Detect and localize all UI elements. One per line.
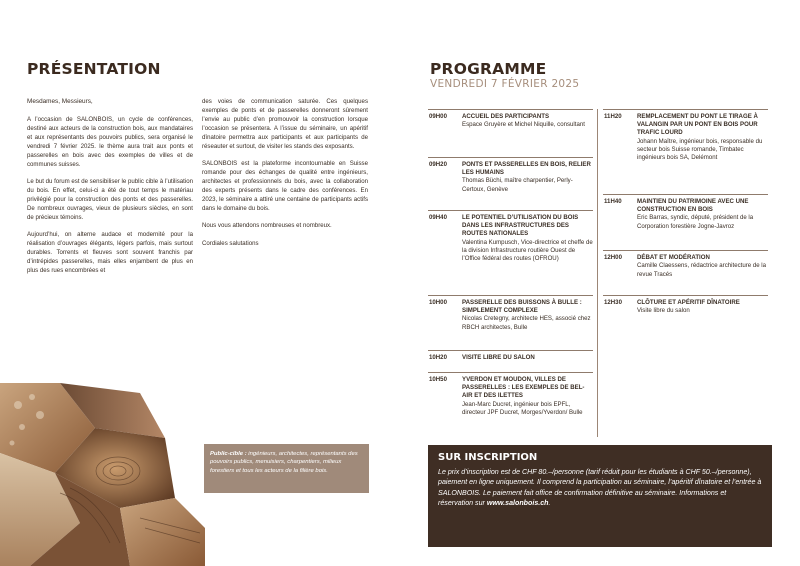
presentation-column-2 <box>202 98 368 257</box>
column-divider <box>597 109 598 437</box>
programme-item <box>603 250 768 295</box>
item-speaker: Eric Barras, syndic, député, président de la Corporation forestière Jogne-Javroz <box>637 214 754 230</box>
paragraph: Cordiales salutations <box>202 239 259 247</box>
item-time: 12H30 <box>604 299 622 306</box>
item-speaker: Espace Gruyère et Michel Niquille, consultant <box>462 121 585 129</box>
item-title: PONTS ET PASSERELLES EN BOIS, RELIER LES HUMAINS <box>462 161 591 177</box>
wood-photo-collage <box>0 383 205 566</box>
item-title: PASSERELLE DES BUISSONS À BULLE : SIMPLEMENT COMPLEXE <box>462 299 582 315</box>
programme-item <box>428 109 593 157</box>
item-speaker: Thomas Büchi, maître charpentier, Perly-Certoux, Genève <box>462 177 573 193</box>
item-speaker: Johann Maître, ingénieur bois, responsable du secteur bois Suisse romande, Timbatec ingénieurs bois SA, Delémont <box>637 137 763 162</box>
paragraph: A l’occasion de SALONBOIS, un cycle de conférences, destiné aux acteurs de la construction bois, aux mandataires et aux représentants des pouvoirs publics, sera organisé le vendredi 7 février 2025. le thème aura trait aux ponts et passerelles en bois avec des exemples de villes et de communes suisses. <box>27 116 193 168</box>
programme-item <box>603 295 768 323</box>
item-speaker: Visite libre du salon <box>637 307 690 315</box>
item-title: CLÔTURE ET APÉRITIF DÎNATOIRE <box>637 299 740 306</box>
programme-item <box>428 157 593 210</box>
item-title: DÉBAT ET MODÉRATION <box>637 254 710 261</box>
item-time: 10H20 <box>429 354 447 361</box>
item-title: REMPLACEMENT DU PONT LE TIRAGE À VALANGIN PAR UN PONT EN BOIS POUR TRAFIC LOURD <box>637 113 758 137</box>
programme-date: VENDREDI 7 FÉVRIER 2025 <box>430 78 580 90</box>
item-speaker: Camille Claessens, rédactrice architecture de la revue Tracés <box>637 262 767 278</box>
paragraph: Nous vous attendons nombreuses et nombreux. <box>202 222 332 230</box>
item-speaker: Valentina Kumpusch, Vice-directrice et cheffe de la division Infrastructure routière Ouest de l’Office fédéral des routes (OFROU) <box>462 238 593 263</box>
item-time: 10H00 <box>429 299 447 306</box>
item-time: 12H00 <box>604 254 622 261</box>
item-title: LE POTENTIEL D’UTILISATION DU BOIS DANS LES INFRASTRUCTURES DES ROUTES NATIONALES <box>462 214 579 238</box>
target-audience-box <box>204 444 369 493</box>
presentation-column-1 <box>27 116 193 284</box>
inscription-link-suffix: . <box>548 498 551 507</box>
programme-item <box>428 210 593 295</box>
programme-column-2 <box>603 109 768 323</box>
programme-item <box>428 372 593 436</box>
paragraph: Le but du forum est de sensibiliser le public cible à l’utilisation du bois. En effet, celui-ci a été de tout temps le matériau privilégié pour la construction des ponts et des passerelles. De nombreux ouvrages, vieux de plusieurs siècles, en sont de précieux témoins. <box>27 178 193 221</box>
item-speaker: Nicolas Cretegny, architecte HES, associé chez RBCH architectes, Bulle <box>462 315 591 331</box>
programme-column-1 <box>428 109 593 436</box>
programme-item <box>603 109 768 194</box>
item-title: ACCUEIL DES PARTICIPANTS <box>462 113 550 120</box>
inscription-body: Le prix d’inscription est de CHF 80.–/personne (tarif réduit pour les étudiants à CHF 50.–/personne), paiement en ligne uniquement. Il comprend la participation au séminaire, l’apéritif dînatoire et l’entrée à SALONBOIS. Le paiement fait office de confirmation définitive au séminaire. Informations et réservation sur <box>438 468 762 507</box>
paragraph: SALONBOIS est la plateforme incontournable en Suisse romande pour des échanges de qualité entre ingénieurs, architectes et professionnels du bois, avec la collaboration des experts présents dans le cadre des conférences. En 2023, le séminaire a attiré une centaine de participants actifs dans le domaine du bois. <box>202 160 368 212</box>
item-title: YVERDON ET MOUDON, VILLES DE PASSERELLES : LES EXEMPLES DE BEL-AIR ET DES ILETTES <box>462 376 585 400</box>
inscription-box <box>428 445 772 547</box>
item-time: 09H40 <box>429 214 447 221</box>
item-title: MAINTIEN DU PATRIMOINE AVEC UNE CONSTRUCTION EN BOIS <box>637 198 749 214</box>
greeting: Mesdames, Messieurs, <box>27 98 93 105</box>
inscription-text <box>438 467 762 508</box>
target-label: Public-cible : <box>210 451 247 457</box>
item-speaker: Jean-Marc Ducret, ingénieur bois EPFL, directeur JPF Ducret, Morges/Yverdon/ Bulle <box>462 400 583 417</box>
programme-item <box>428 350 593 372</box>
item-title: VISITE LIBRE DU SALON <box>462 354 535 361</box>
programme-title: PROGRAMME <box>430 60 547 78</box>
target-text: ingénieurs, architectes, représentants des pouvoirs publics, menuisiers, charpentiers, milieux forestiers et tous les acteurs de la filière bois. <box>210 451 358 474</box>
item-time: 09H00 <box>429 113 447 120</box>
item-time: 11H20 <box>604 113 622 120</box>
paragraph: des voies de communication saturée. Ces quelques exemples de ponts et de passerelles donneront sûrement l’envie au public d’en promouvoir la construction lorsque l’occasion se présentera. A l’issue du séminaire, un apéritif dînatoire permettra aux participants et aux participants de réseauter et surtout, de visiter les stands des exposants. <box>202 98 368 150</box>
paragraph: Aujourd’hui, on alterne audace et modernité pour la réalisation d’ouvrages élégants, légers parfois, mais surtout durables. Torrents et fleuves sont souvent franchis par d’intrépides passerelles, mais elles enjambent de plus en plus des rues encombrées et <box>27 231 193 274</box>
programme-item <box>603 194 768 250</box>
presentation-title: PRÉSENTATION <box>27 60 161 78</box>
item-time: 10H50 <box>429 376 447 383</box>
item-time: 11H40 <box>604 198 622 205</box>
item-time: 09H20 <box>429 161 447 168</box>
inscription-link[interactable]: www.salonbois.ch <box>486 498 549 507</box>
programme-item <box>428 295 593 350</box>
inscription-title: SUR INSCRIPTION <box>438 452 538 463</box>
